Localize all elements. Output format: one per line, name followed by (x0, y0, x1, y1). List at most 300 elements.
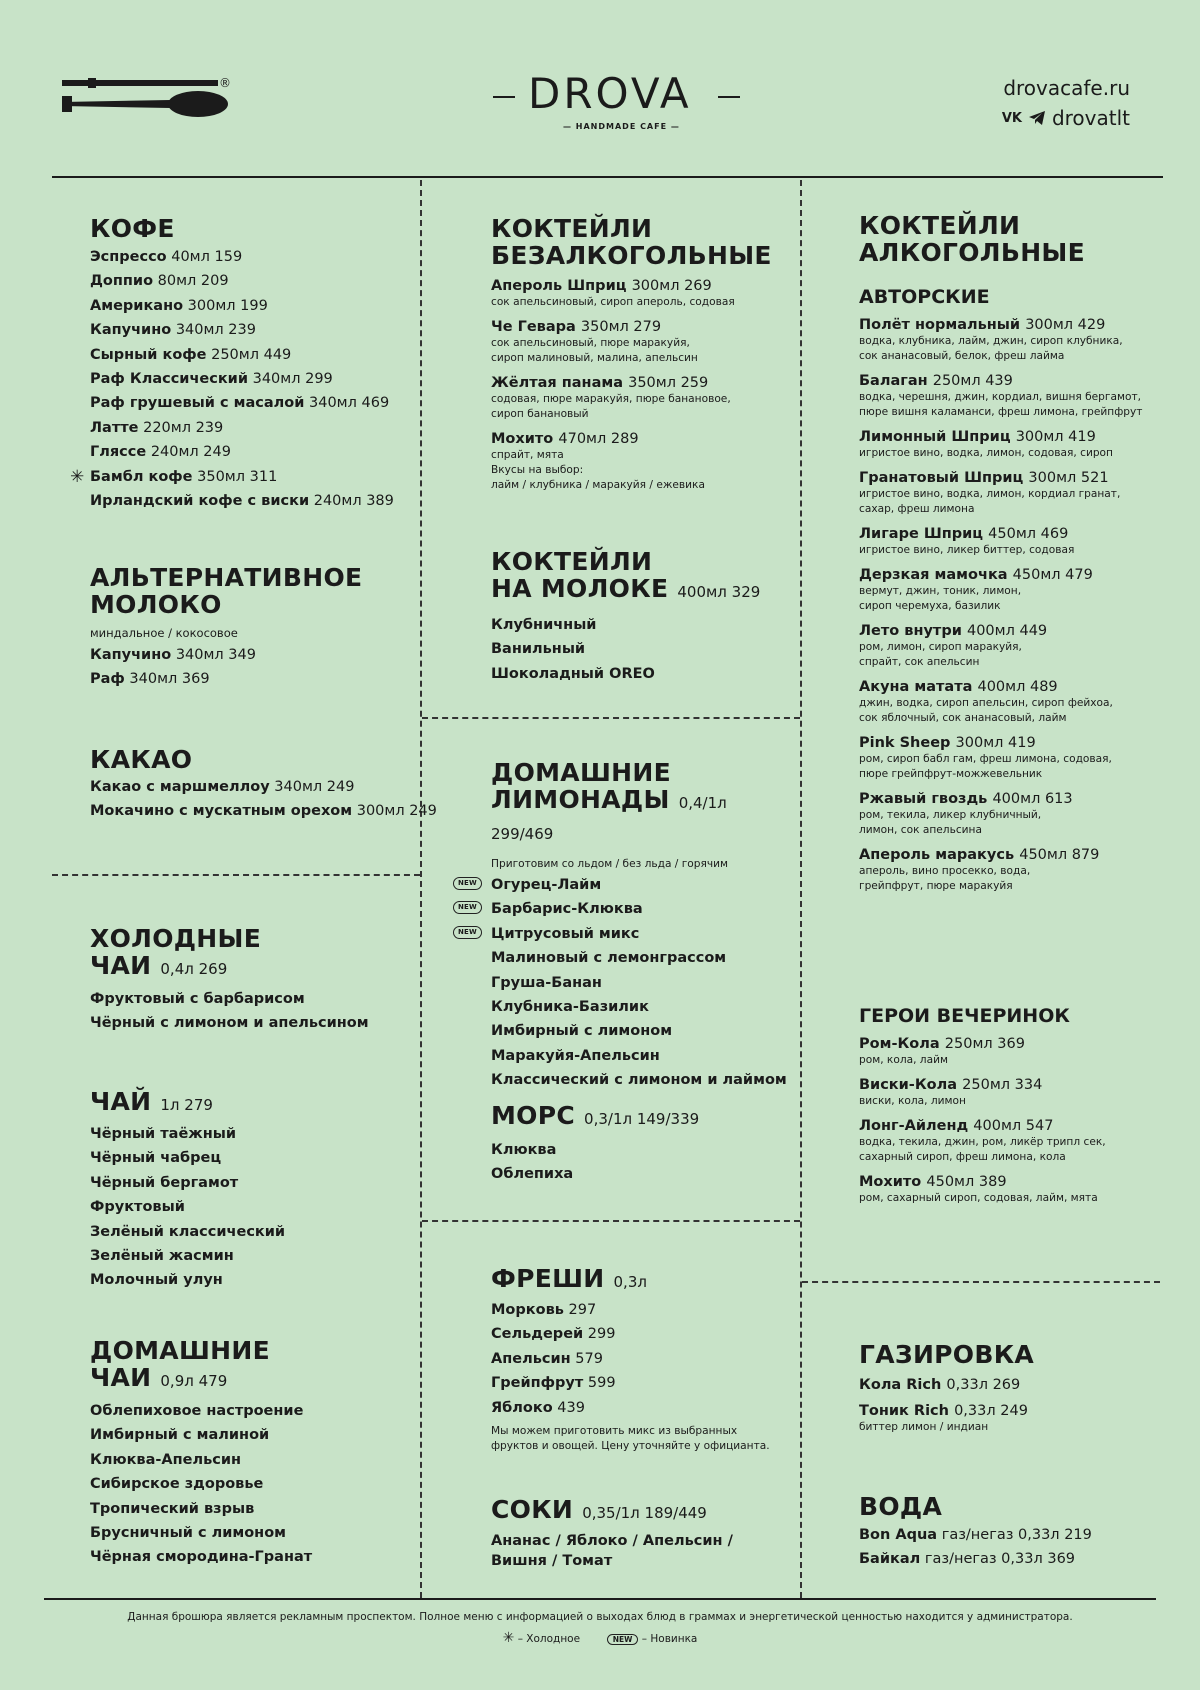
fresh-list (491, 1298, 791, 1420)
menu-item (491, 613, 791, 637)
menu-item (90, 294, 410, 318)
menu-item (90, 775, 410, 799)
menu-item (859, 1172, 1159, 1206)
home-tea-list (90, 1399, 410, 1570)
item-name: Американо (90, 297, 184, 314)
menu-item (90, 416, 410, 440)
item-description: содовая, пюре маракуйя, пюре банановое, (491, 393, 731, 405)
lemonades-title-1: ДОМАШНИЕ (491, 758, 671, 787)
lemonades-suffix: 0,4/1л 299/469 (491, 794, 727, 843)
lemonades-list (458, 873, 791, 1093)
menu-item (90, 1011, 410, 1035)
menu-item (491, 429, 791, 493)
item-description: ром, лимон, сироп маракуйя, (859, 641, 1022, 653)
item-price: 350мл 259 (628, 375, 709, 391)
menu-item (491, 1371, 791, 1395)
item-name: Клубника-Базилик (491, 999, 649, 1016)
item-price: 80мл 209 (157, 273, 229, 290)
menu-item (491, 276, 791, 310)
item-description: игристое вино, водка, лимон, содовая, сироп (859, 447, 1113, 459)
item-price: 220мл 239 (143, 419, 224, 436)
nonalc-list (491, 276, 791, 493)
item-name: Ром-Кола (859, 1036, 940, 1052)
item-name: Клюква (491, 1142, 557, 1158)
menu-item (859, 1523, 1159, 1547)
cold-tea-list (90, 987, 410, 1036)
new-badge: NEW (453, 926, 482, 939)
item-name: Лимонный Шприц (859, 429, 1011, 445)
item-name: Мохито (491, 431, 554, 447)
milk-cocktails-section (491, 548, 791, 686)
item-name: Мокачино с мускатным орехом (90, 803, 353, 820)
coffee-section (70, 214, 410, 513)
menu-item (90, 1146, 410, 1170)
menu-item (70, 465, 410, 489)
menu-item (458, 873, 791, 897)
item-name: Капучино (90, 647, 172, 663)
item-name: Грейпфрут (491, 1375, 584, 1392)
menu-item (90, 799, 437, 823)
column-divider-2 (800, 180, 802, 1598)
divider-col2b (422, 1220, 800, 1222)
menu-item (458, 897, 791, 921)
party-list (859, 1034, 1159, 1206)
item-name: Ирландский кофе с виски (90, 493, 310, 510)
mors-list (491, 1138, 791, 1187)
header-divider (52, 176, 1163, 178)
mors-title-row (491, 1102, 791, 1133)
item-description: сок яблочный, сок ананасовый, лайм (859, 712, 1067, 724)
item-name: Имбирный с малиной (90, 1427, 270, 1444)
item-price: 300мл 199 (187, 297, 268, 314)
cocoa-title: КАКАО (90, 745, 193, 774)
cocoa-list (90, 775, 437, 824)
legend-new: – Новинка (641, 1633, 698, 1645)
party-section (859, 1005, 1159, 1206)
juices-line-2: Вишня / Томат (491, 1553, 613, 1570)
item-name: Зелёный жасмин (90, 1248, 234, 1265)
menu-item (90, 1423, 410, 1447)
item-description: вермут, джин, тоник, лимон, (859, 585, 1022, 597)
item-description: сахар, фреш лимона (859, 503, 975, 515)
item-name: Акуна матата (859, 679, 973, 695)
item-description: джин, водка, сироп апельсин, сироп фейхоа, (859, 697, 1113, 709)
juices-line-1: Ананас / Яблоко / Апельсин / (491, 1533, 733, 1549)
soda-title: ГАЗИРОВКА (859, 1340, 1035, 1369)
item-name: Виски-Кола (859, 1077, 958, 1093)
item-name: Байкал (859, 1551, 921, 1568)
menu-item (90, 1497, 410, 1521)
home-tea-section (90, 1337, 410, 1570)
lemonades-title-2-row (491, 786, 791, 848)
alc-subtitle: АВТОРСКИЕ (859, 286, 990, 308)
divider-col2a (422, 717, 800, 719)
tea-title-row (90, 1088, 410, 1119)
item-description: сахарный сироп, фреш лимона, кола (859, 1151, 1066, 1163)
item-description: биттер лимон / индиан (859, 1421, 989, 1433)
item-description: ром, сироп бабл гам, фреш лимона, содовая, (859, 753, 1112, 765)
menu-item (859, 845, 1159, 894)
item-name: Какао с маршмеллоу (90, 779, 270, 795)
water-list (859, 1523, 1159, 1572)
item-price: 400мл 449 (966, 623, 1048, 639)
item-description: сок апельсиновый, пюре маракуйя, (491, 337, 690, 349)
item-name: Морковь (491, 1302, 564, 1318)
fresh-title-row (491, 1265, 791, 1296)
nonalc-section (491, 215, 791, 493)
logo (60, 74, 240, 130)
item-name: Имбирный с лимоном (491, 1023, 673, 1040)
coffee-list (70, 245, 410, 513)
menu-item (859, 524, 1159, 558)
alt-milk-list (90, 643, 410, 692)
item-price: 240мл 389 (313, 493, 394, 510)
item-name: Доппио (90, 273, 154, 290)
alc-title-1: КОКТЕЙЛИ (859, 211, 1021, 240)
divider-col1 (52, 874, 420, 876)
item-price: 400мл 613 (992, 791, 1073, 807)
nonalc-title-2: БЕЗАЛКОГОЛЬНЫЕ (491, 241, 772, 270)
menu-item (491, 662, 791, 686)
item-price: 340мл 349 (175, 647, 256, 663)
mors-title: МОРС (491, 1101, 576, 1130)
item-name: Лето внутри (859, 623, 962, 639)
item-price: 450мл 879 (1019, 847, 1100, 863)
menu-item (90, 1220, 410, 1244)
menu-item (90, 1545, 410, 1569)
cold-tea-suffix: 0,4л 269 (160, 960, 228, 978)
item-name: Огурец-Лайм (491, 877, 602, 893)
item-name: Раф (90, 671, 125, 688)
item-description: лимон, сок апельсина (859, 824, 982, 836)
item-price: 250мл 449 (211, 346, 292, 363)
item-price: 299 (587, 1326, 616, 1343)
item-name: Раф Классический (90, 371, 248, 388)
item-name: Чёрный таёжный (90, 1126, 237, 1142)
item-price: 300мл 249 (356, 803, 437, 820)
item-price: 300мл 269 (631, 278, 712, 294)
menu-item (90, 1521, 410, 1545)
item-name: Чёрный бергамот (90, 1174, 239, 1191)
menu-item (491, 1044, 791, 1068)
item-name: Апероль маракусь (859, 847, 1015, 863)
nonalc-title-1: КОКТЕЙЛИ (491, 214, 653, 243)
divider-col3 (802, 1281, 1160, 1283)
item-name: Фруктовый с барбарисом (90, 991, 305, 1007)
menu-item (90, 343, 410, 367)
menu-item (90, 245, 410, 269)
menu-item (859, 733, 1159, 782)
website-link[interactable]: drovacafe.ru (1003, 76, 1130, 100)
menu-item (491, 946, 791, 970)
item-price: газ/негаз 0,33л 219 (941, 1527, 1092, 1543)
alc-section (859, 212, 1159, 894)
menu-item (90, 1399, 410, 1423)
item-name: Маракуйя-Апельсин (491, 1047, 660, 1064)
menu-item (491, 1322, 791, 1346)
item-name: Тоник Rich (859, 1403, 949, 1419)
fork-and-spoon-icon (60, 74, 240, 130)
menu-item (491, 971, 791, 995)
item-name: Ржавый гвоздь (859, 791, 988, 807)
item-description: сироп банановый (491, 408, 589, 420)
alt-milk-title-1: АЛЬТЕРНАТИВНОЕ (90, 563, 363, 592)
cold-tea-title-2-row (90, 952, 410, 983)
coffee-title: КОФЕ (90, 214, 175, 243)
item-description: пюре вишня каламанси, фреш лимона, грейпфрут (859, 406, 1143, 418)
item-name: Шоколадный OREO (491, 665, 655, 682)
water-title: ВОДА (859, 1492, 943, 1521)
menu-item (491, 1298, 791, 1322)
item-name: Лонг-Айленд (859, 1118, 969, 1134)
new-badge: NEW (453, 877, 482, 890)
item-description: водка, клубника, лайм, джин, сироп клубника, (859, 335, 1123, 347)
item-price: 340мл 239 (175, 322, 256, 339)
item-price: 350мл 279 (580, 319, 662, 335)
fresh-note-1: Мы можем приготовить микс из выбранных (491, 1425, 738, 1438)
item-name: Bon Aqua (859, 1527, 938, 1543)
item-description: сироп черемуха, базилик (859, 600, 1001, 612)
milk-title-2: НА МОЛОКЕ (491, 574, 669, 603)
item-description: игристое вино, водка, лимон, кордиал гранат, (859, 488, 1121, 500)
item-price: 470мл 289 (558, 431, 639, 447)
social-handle[interactable]: drovatlt (1051, 106, 1130, 130)
item-name: Облепиховое настроение (90, 1403, 304, 1419)
menu-item (491, 317, 791, 366)
water-section (859, 1493, 1159, 1572)
menu-item (90, 1122, 410, 1146)
menu-item (859, 621, 1159, 670)
menu-item (859, 1075, 1159, 1109)
item-name: Груша-Банан (491, 974, 602, 991)
menu-item (491, 1396, 791, 1420)
new-badge: NEW (453, 901, 482, 914)
juices-suffix: 0,35/1л 189/449 (582, 1504, 707, 1522)
item-name: Сельдерей (491, 1326, 584, 1343)
item-name: Апельсин (491, 1350, 571, 1367)
milk-list (491, 613, 791, 686)
item-price: 250мл 439 (932, 373, 1013, 389)
brand-block (480, 70, 750, 132)
item-name: Чёрная смородина-Гранат (90, 1549, 313, 1566)
column-divider-1 (420, 180, 422, 1598)
lemonades-title-2: ЛИМОНАДЫ (491, 785, 670, 814)
legend-cold: – Холодное (517, 1633, 581, 1645)
menu-item (90, 1171, 410, 1195)
milk-title-2-row (491, 575, 791, 606)
menu-item (90, 987, 410, 1011)
menu-item (859, 371, 1159, 420)
cold-tea-title-2: ЧАИ (90, 951, 152, 980)
tea-list (90, 1122, 410, 1293)
milk-title-1: КОКТЕЙЛИ (491, 547, 653, 576)
item-name: Фруктовый (90, 1199, 185, 1216)
item-price: 297 (568, 1302, 597, 1318)
cold-tea-section (90, 925, 410, 1036)
item-description: виски, кола, лимон (859, 1095, 966, 1107)
item-description: ром, текила, ликер клубничный, (859, 809, 1042, 821)
menu-item (859, 1547, 1159, 1571)
lemonades-note: Приготовим со льдом / без льда / горячим (491, 858, 729, 870)
brand-name: DROVA (528, 69, 692, 118)
item-description: водка, черешня, джин, кордиал, вишня бергамот, (859, 391, 1141, 403)
menu-item (491, 1019, 791, 1043)
soda-list (859, 1375, 1159, 1435)
alt-milk-note: миндальное / кокосовое (90, 626, 238, 640)
item-name: Апероль Шприц (491, 278, 627, 294)
menu-item (859, 1401, 1159, 1435)
item-description: лайм / клубника / маракуйя / ежевика (491, 479, 705, 491)
menu-item (90, 318, 410, 342)
brand-tagline: — HANDMADE CAFE — (563, 122, 680, 131)
item-name: Гранатовый Шприц (859, 470, 1024, 486)
menu-item (491, 637, 791, 661)
brand-dash-left (493, 96, 515, 98)
menu-item (491, 373, 791, 422)
item-price: 0,33л 249 (954, 1403, 1028, 1419)
item-name: Эспрессо (90, 249, 167, 265)
home-tea-suffix: 0,9л 479 (160, 1372, 228, 1390)
footer-disclaimer: Данная брошюра является рекламным проспектом. Полное меню с информацией о выходах блюд в граммах и энергетической ценностью находится у администратора. (127, 1611, 1073, 1623)
item-name: Тропический взрыв (90, 1500, 255, 1517)
fresh-note-2: фруктов и овощей. Цену уточняйте у официанта. (491, 1440, 770, 1453)
item-name: Кола Rich (859, 1377, 942, 1393)
menu-item (491, 1347, 791, 1371)
item-name: Чёрный чабрец (90, 1150, 222, 1167)
item-name: Барбарис-Клюква (491, 901, 643, 918)
fresh-section (491, 1265, 791, 1454)
item-price: 300мл 521 (1028, 470, 1109, 486)
item-price: газ/негаз 0,33л 369 (924, 1551, 1076, 1568)
item-name: Че Гевара (491, 319, 576, 335)
menu-item (491, 1138, 791, 1162)
item-price: 340мл 249 (274, 779, 355, 795)
menu-item (90, 489, 410, 513)
cocoa-section (90, 745, 437, 824)
item-name: Молочный улун (90, 1272, 223, 1289)
item-name: Жёлтая панама (491, 375, 623, 391)
item-description: игристое вино, ликер биттер, содовая (859, 544, 1075, 556)
item-name: Зелёный классический (90, 1223, 286, 1240)
item-name: Клюква-Апельсин (90, 1451, 242, 1468)
vk-icon[interactable]: VK (1001, 110, 1022, 126)
item-name: Облепиха (491, 1166, 574, 1183)
menu-item (491, 995, 791, 1019)
telegram-icon[interactable] (1028, 110, 1046, 126)
item-description: Вкусы на выбор: (491, 464, 584, 476)
item-price: 579 (575, 1350, 603, 1367)
item-description: сироп малиновый, малина, апельсин (491, 352, 698, 364)
menu-item (90, 1195, 410, 1219)
registered-mark: ® (219, 76, 231, 90)
juices-title-row (491, 1496, 791, 1527)
item-name: Балаган (859, 373, 928, 389)
tea-title: ЧАЙ (90, 1087, 152, 1116)
tea-section (90, 1088, 410, 1293)
item-name: Малиновый с лемонграссом (491, 950, 727, 967)
fresh-suffix: 0,3л (613, 1273, 647, 1291)
lemonades-section (458, 758, 791, 1093)
brand-tagline-text: HANDMADE CAFE (575, 122, 668, 131)
menu-item (90, 667, 410, 691)
item-description: сок апельсиновый, сироп апероль, содовая (491, 296, 735, 308)
item-price: 250мл 334 (962, 1077, 1043, 1093)
menu-item (90, 1472, 410, 1496)
item-name: Pink Sheep (859, 735, 951, 751)
menu-item (859, 427, 1159, 461)
home-tea-title-2: ЧАИ (90, 1363, 152, 1392)
snowflake-icon: ✳ (502, 1630, 515, 1646)
item-price: 40мл 159 (171, 249, 243, 265)
item-price: 240мл 249 (150, 444, 231, 461)
item-description: апероль, вино просекко, вода, (859, 865, 1031, 877)
menu-item (90, 643, 410, 667)
item-name: Клубничный (491, 617, 597, 633)
item-name: Раф грушевый с масалой (90, 395, 305, 412)
item-price: 400мл 547 (973, 1118, 1054, 1134)
milk-suffix: 400мл 329 (677, 583, 761, 601)
menu-item (859, 1034, 1159, 1068)
menu-item (491, 1068, 791, 1092)
item-name: Сибирское здоровье (90, 1476, 264, 1493)
soda-section (859, 1341, 1159, 1435)
brand-dash-right (718, 96, 740, 98)
item-description: пюре грейпфрут-можжевельник (859, 768, 1043, 780)
menu-item (90, 1448, 410, 1472)
item-price: 340мл 469 (309, 395, 390, 412)
item-description: сок ананасовый, белок, фреш лайма (859, 350, 1065, 362)
item-name: Полёт нормальный (859, 317, 1021, 333)
snowflake-icon: ✳ (70, 466, 85, 487)
item-name: Чёрный с лимоном и апельсином (90, 1015, 369, 1032)
menu-item (90, 269, 410, 293)
menu-item (90, 367, 410, 391)
fresh-title: ФРЕШИ (491, 1264, 605, 1293)
menu-item (859, 677, 1159, 726)
menu-item (90, 1244, 410, 1268)
tea-suffix: 1л 279 (160, 1096, 213, 1114)
item-name: Латте (90, 419, 139, 436)
item-name: Лигаре Шприц (859, 526, 984, 542)
item-name: Мохито (859, 1174, 922, 1190)
item-name: Сырный кофе (90, 346, 207, 363)
alt-milk-section (90, 564, 410, 692)
social-row (1002, 106, 1130, 130)
item-price: 400мл 489 (977, 679, 1058, 695)
footer-divider (44, 1598, 1156, 1600)
mors-suffix: 0,3/1л 149/339 (584, 1110, 700, 1128)
item-name: Дерзкая мамочка (859, 567, 1008, 583)
menu-item (90, 440, 410, 464)
new-badge-icon: NEW (607, 1634, 639, 1645)
item-price: 450мл 469 (988, 526, 1069, 542)
juices-section (491, 1496, 791, 1574)
mors-section (491, 1102, 791, 1187)
item-name: Гляссе (90, 444, 147, 461)
item-price: 350мл 311 (197, 468, 278, 485)
menu-item (859, 315, 1159, 364)
item-name: Капучино (90, 322, 172, 339)
item-name: Ванильный (491, 641, 586, 658)
item-price: 300мл 419 (1015, 429, 1096, 445)
menu-item (90, 1268, 410, 1292)
item-price: 450мл 389 (926, 1174, 1007, 1190)
juices-title: СОКИ (491, 1495, 574, 1524)
item-price: 250мл 369 (944, 1036, 1025, 1052)
menu-item (859, 468, 1159, 517)
alc-title-2: АЛКОГОЛЬНЫЕ (859, 238, 1086, 267)
item-description: грейпфрут, пюре маракуйя (859, 880, 1013, 892)
